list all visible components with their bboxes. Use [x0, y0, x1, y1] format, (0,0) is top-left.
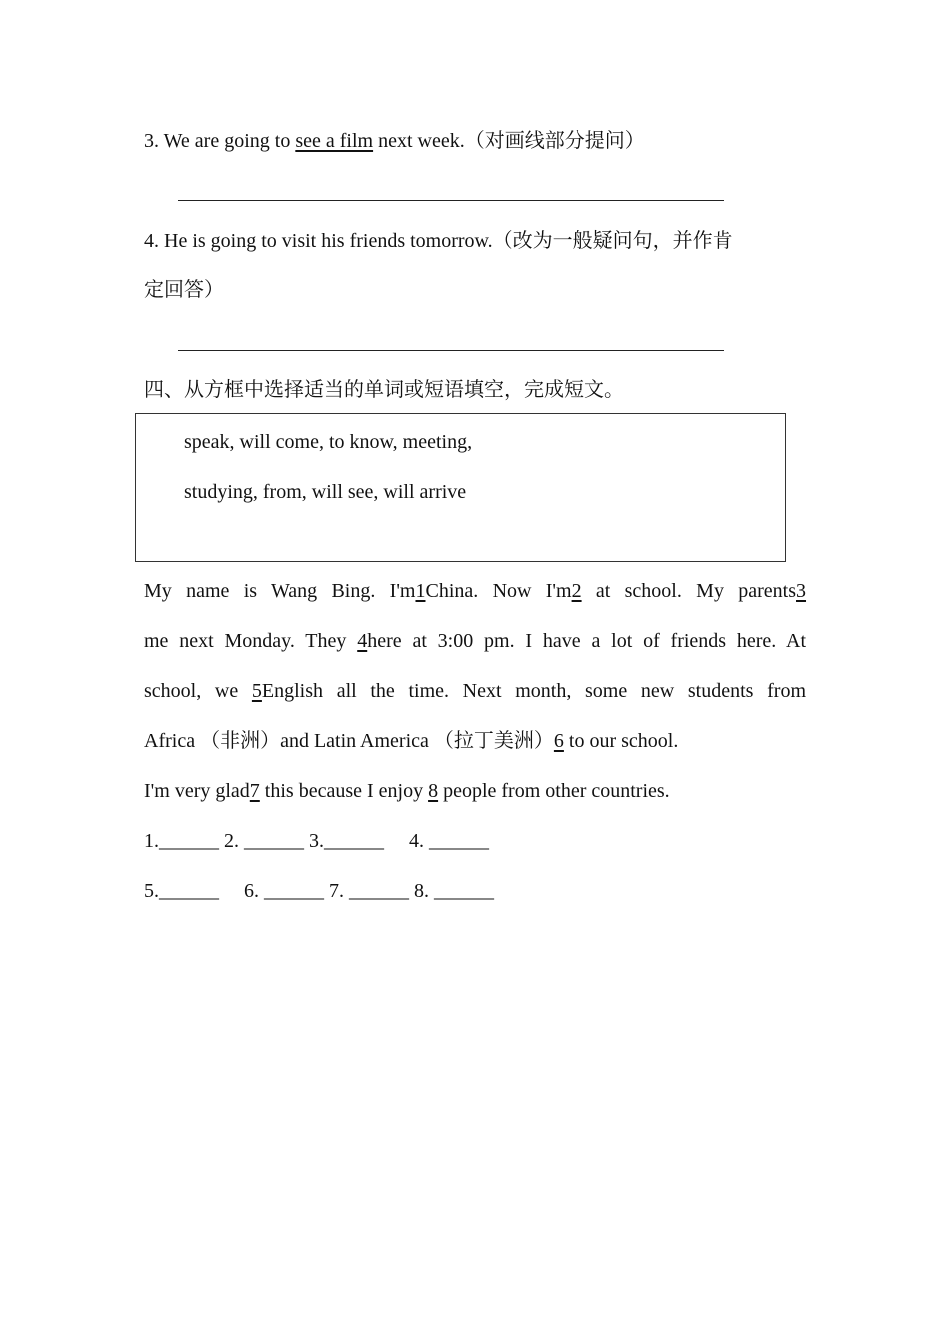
blank-1[interactable]: 1 [415, 580, 426, 602]
passage-text: I'm very glad [144, 780, 250, 802]
passage-text: My name is Wang Bing. I'm [144, 580, 416, 602]
question-3-number: 3. [144, 130, 159, 152]
word-bank-line-1: speak, will come, to know, meeting, [184, 431, 473, 453]
blank-6[interactable]: 6 [553, 730, 564, 752]
passage-text: at school. My parents [581, 580, 797, 602]
blank-8[interactable]: 8 [428, 780, 439, 802]
passage-line-4 [144, 729, 678, 753]
question-3-instruction: next week.（对画线部分提问） [378, 130, 645, 152]
passage-text: Africa （非洲）and Latin America （拉丁美洲） [144, 730, 554, 752]
passage-text: English all the time. Next month, some new students from [261, 680, 807, 702]
blank-3[interactable]: 3 [796, 580, 807, 602]
blank-4[interactable]: 4 [357, 630, 368, 652]
passage-text: me next Monday. They [144, 630, 347, 652]
question-3-underlined-phrase: see a film [295, 130, 374, 152]
passage-text: to our school. [563, 730, 679, 752]
passage-text: here at 3:00 pm. I have a lot of friends here. At [367, 630, 807, 652]
question-4-answer-line[interactable] [178, 350, 724, 351]
passage-text: this because I enjoy [259, 780, 424, 802]
word-bank-line-2: studying, from, will see, will arrive [184, 481, 467, 503]
question-3-text-before: We are going to [163, 130, 291, 152]
passage-line-3 [144, 679, 806, 703]
passage-text: China. Now I'm [425, 580, 572, 602]
passage-text: school, we [144, 680, 239, 702]
word-bank-box [135, 413, 786, 562]
blank-2[interactable]: 2 [571, 580, 582, 602]
question-4-continuation: 定回答） [144, 279, 224, 301]
passage-line-1 [144, 579, 806, 603]
section-4-heading: 四、从方框中选择适当的单词或短语填空，完成短文。 [144, 379, 624, 401]
blank-5[interactable]: 5 [251, 680, 262, 702]
passage-text: people from other countries. [438, 780, 670, 802]
passage-line-2 [144, 629, 806, 653]
question-3 [144, 129, 645, 153]
blank-7[interactable]: 7 [249, 780, 260, 802]
question-4 [144, 229, 733, 253]
answer-row-2[interactable]: 5.______ 6. ______ 7. ______ 8. ______ [144, 880, 494, 902]
question-4-text: He is going to visit his friends tomorrow.（改为一般疑问句，并作肯 [164, 230, 733, 252]
question-3-answer-line[interactable] [178, 200, 724, 201]
question-4-number: 4. [144, 230, 159, 252]
answer-row-1[interactable]: 1.______ 2. ______ 3.______ 4. ______ [144, 830, 489, 852]
passage-line-5 [144, 779, 670, 803]
